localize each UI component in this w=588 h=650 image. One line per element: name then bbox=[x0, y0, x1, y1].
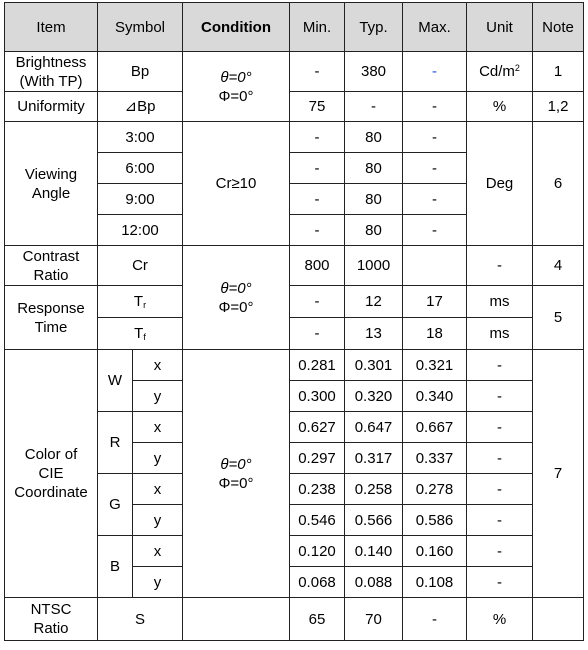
cie-row bbox=[5, 350, 584, 381]
response-note: 5 bbox=[533, 286, 584, 350]
cie-item: Color of CIE Coordinate bbox=[5, 350, 98, 598]
uniformity-max: - bbox=[403, 92, 467, 122]
ntsc-typ: 70 bbox=[345, 598, 403, 641]
cie-min: 0.068 bbox=[290, 567, 345, 598]
cie-typ: 0.647 bbox=[345, 412, 403, 443]
cie-max: 0.278 bbox=[403, 474, 467, 505]
condition-cr: Cr≥10 bbox=[183, 122, 290, 246]
header-min: Min. bbox=[290, 3, 345, 52]
viewing-typ: 80 bbox=[345, 153, 403, 184]
response-unit: ms bbox=[467, 318, 533, 350]
response-min: - bbox=[290, 318, 345, 350]
viewing-symbol: 3:00 bbox=[98, 122, 183, 153]
cie-color-b: B bbox=[98, 536, 133, 598]
cie-typ: 0.140 bbox=[345, 536, 403, 567]
viewing-max: - bbox=[403, 153, 467, 184]
ntsc-symbol: S bbox=[98, 598, 183, 641]
viewing-min: - bbox=[290, 184, 345, 215]
header-typ: Typ. bbox=[345, 3, 403, 52]
contrast-item: Contrast Ratio bbox=[5, 246, 98, 286]
header-max: Max. bbox=[403, 3, 467, 52]
cie-axis: x bbox=[133, 412, 183, 443]
cie-unit: - bbox=[467, 505, 533, 536]
condition-angle-3: θ=0° Φ=0° bbox=[183, 350, 290, 598]
viewing-max: - bbox=[403, 215, 467, 246]
brightness-symbol: Bp bbox=[98, 52, 183, 92]
cie-typ: 0.566 bbox=[345, 505, 403, 536]
ntsc-row bbox=[5, 598, 584, 641]
cie-axis: x bbox=[133, 536, 183, 567]
condition-angle-1: θ=0° Φ=0° bbox=[183, 52, 290, 122]
brightness-min: - bbox=[290, 52, 345, 92]
viewing-symbol: 12:00 bbox=[98, 215, 183, 246]
viewing-max: - bbox=[403, 184, 467, 215]
response-item: Response Time bbox=[5, 286, 98, 350]
viewing-typ: 80 bbox=[345, 122, 403, 153]
ntsc-min: 65 bbox=[290, 598, 345, 641]
ntsc-max: - bbox=[403, 598, 467, 641]
brightness-note: 1 bbox=[533, 52, 584, 92]
cie-axis: y bbox=[133, 443, 183, 474]
brightness-item: Brightness (With TP) bbox=[5, 52, 98, 92]
contrast-symbol: Cr bbox=[98, 246, 183, 286]
response-symbol: $T_r$ bbox=[98, 286, 183, 318]
response-max: 18 bbox=[403, 318, 467, 350]
contrast-note: 4 bbox=[533, 246, 584, 286]
response-symbol: $T_f$ bbox=[98, 318, 183, 350]
cie-axis: y bbox=[133, 381, 183, 412]
viewing-note: 6 bbox=[533, 122, 584, 246]
cie-max: 0.108 bbox=[403, 567, 467, 598]
cie-typ: 0.317 bbox=[345, 443, 403, 474]
response-typ: 12 bbox=[345, 286, 403, 318]
response-row bbox=[5, 286, 584, 318]
cie-max: 0.337 bbox=[403, 443, 467, 474]
viewing-symbol: 9:00 bbox=[98, 184, 183, 215]
header-note: Note bbox=[533, 3, 584, 52]
cie-axis: x bbox=[133, 350, 183, 381]
cie-unit: - bbox=[467, 474, 533, 505]
cie-color-r: R bbox=[98, 412, 133, 474]
response-unit: ms bbox=[467, 286, 533, 318]
response-min: - bbox=[290, 286, 345, 318]
cie-max: 0.667 bbox=[403, 412, 467, 443]
uniformity-symbol: ⊿Bp bbox=[98, 92, 183, 122]
uniformity-unit: % bbox=[467, 92, 533, 122]
cie-color-g: G bbox=[98, 474, 133, 536]
cie-typ: 0.320 bbox=[345, 381, 403, 412]
uniformity-note: 1,2 bbox=[533, 92, 584, 122]
cie-min: 0.627 bbox=[290, 412, 345, 443]
viewing-unit: Deg bbox=[467, 122, 533, 246]
cie-unit: - bbox=[467, 567, 533, 598]
contrast-max bbox=[403, 246, 467, 286]
header-symbol: Symbol bbox=[98, 3, 183, 52]
cie-min: 0.120 bbox=[290, 536, 345, 567]
header-unit: Unit bbox=[467, 3, 533, 52]
cie-typ: 0.301 bbox=[345, 350, 403, 381]
cie-note: 7 bbox=[533, 350, 584, 598]
brightness-typ: 380 bbox=[345, 52, 403, 92]
viewing-typ: 80 bbox=[345, 184, 403, 215]
cie-min: 0.281 bbox=[290, 350, 345, 381]
ntsc-note bbox=[533, 598, 584, 641]
cie-min: 0.300 bbox=[290, 381, 345, 412]
viewing-min: - bbox=[290, 215, 345, 246]
brightness-max: - bbox=[403, 52, 467, 92]
header-row bbox=[5, 3, 584, 52]
contrast-row bbox=[5, 246, 584, 286]
cie-max: 0.586 bbox=[403, 505, 467, 536]
cie-axis: x bbox=[133, 474, 183, 505]
uniformity-item: Uniformity bbox=[5, 92, 98, 122]
cie-min: 0.238 bbox=[290, 474, 345, 505]
condition-angle-2: θ=0° Φ=0° bbox=[183, 246, 290, 350]
contrast-unit: - bbox=[467, 246, 533, 286]
uniformity-row bbox=[5, 92, 584, 122]
cie-unit: - bbox=[467, 350, 533, 381]
header-item: Item bbox=[5, 3, 98, 52]
contrast-typ: 1000 bbox=[345, 246, 403, 286]
viewing-item: Viewing Angle bbox=[5, 122, 98, 246]
cie-min: 0.297 bbox=[290, 443, 345, 474]
cie-unit: - bbox=[467, 443, 533, 474]
cie-axis: y bbox=[133, 567, 183, 598]
cie-max: 0.160 bbox=[403, 536, 467, 567]
optical-spec-table bbox=[4, 2, 584, 641]
cie-typ: 0.258 bbox=[345, 474, 403, 505]
ntsc-unit: % bbox=[467, 598, 533, 641]
cie-unit: - bbox=[467, 412, 533, 443]
ntsc-condition bbox=[183, 598, 290, 641]
cie-typ: 0.088 bbox=[345, 567, 403, 598]
viewing-min: - bbox=[290, 122, 345, 153]
cie-min: 0.546 bbox=[290, 505, 345, 536]
response-max: 17 bbox=[403, 286, 467, 318]
cie-max: 0.340 bbox=[403, 381, 467, 412]
cie-unit: - bbox=[467, 381, 533, 412]
brightness-row bbox=[5, 52, 584, 92]
response-typ: 13 bbox=[345, 318, 403, 350]
cie-color-w: W bbox=[98, 350, 133, 412]
cie-max: 0.321 bbox=[403, 350, 467, 381]
ntsc-item: NTSC Ratio bbox=[5, 598, 98, 641]
brightness-unit: $Cd/m^2$ bbox=[467, 52, 533, 92]
contrast-min: 800 bbox=[290, 246, 345, 286]
viewing-symbol: 6:00 bbox=[98, 153, 183, 184]
uniformity-typ: - bbox=[345, 92, 403, 122]
viewing-row bbox=[5, 122, 584, 153]
cie-axis: y bbox=[133, 505, 183, 536]
uniformity-min: 75 bbox=[290, 92, 345, 122]
viewing-min: - bbox=[290, 153, 345, 184]
viewing-max: - bbox=[403, 122, 467, 153]
viewing-typ: 80 bbox=[345, 215, 403, 246]
header-condition: Condition bbox=[183, 3, 290, 52]
cie-unit: - bbox=[467, 536, 533, 567]
